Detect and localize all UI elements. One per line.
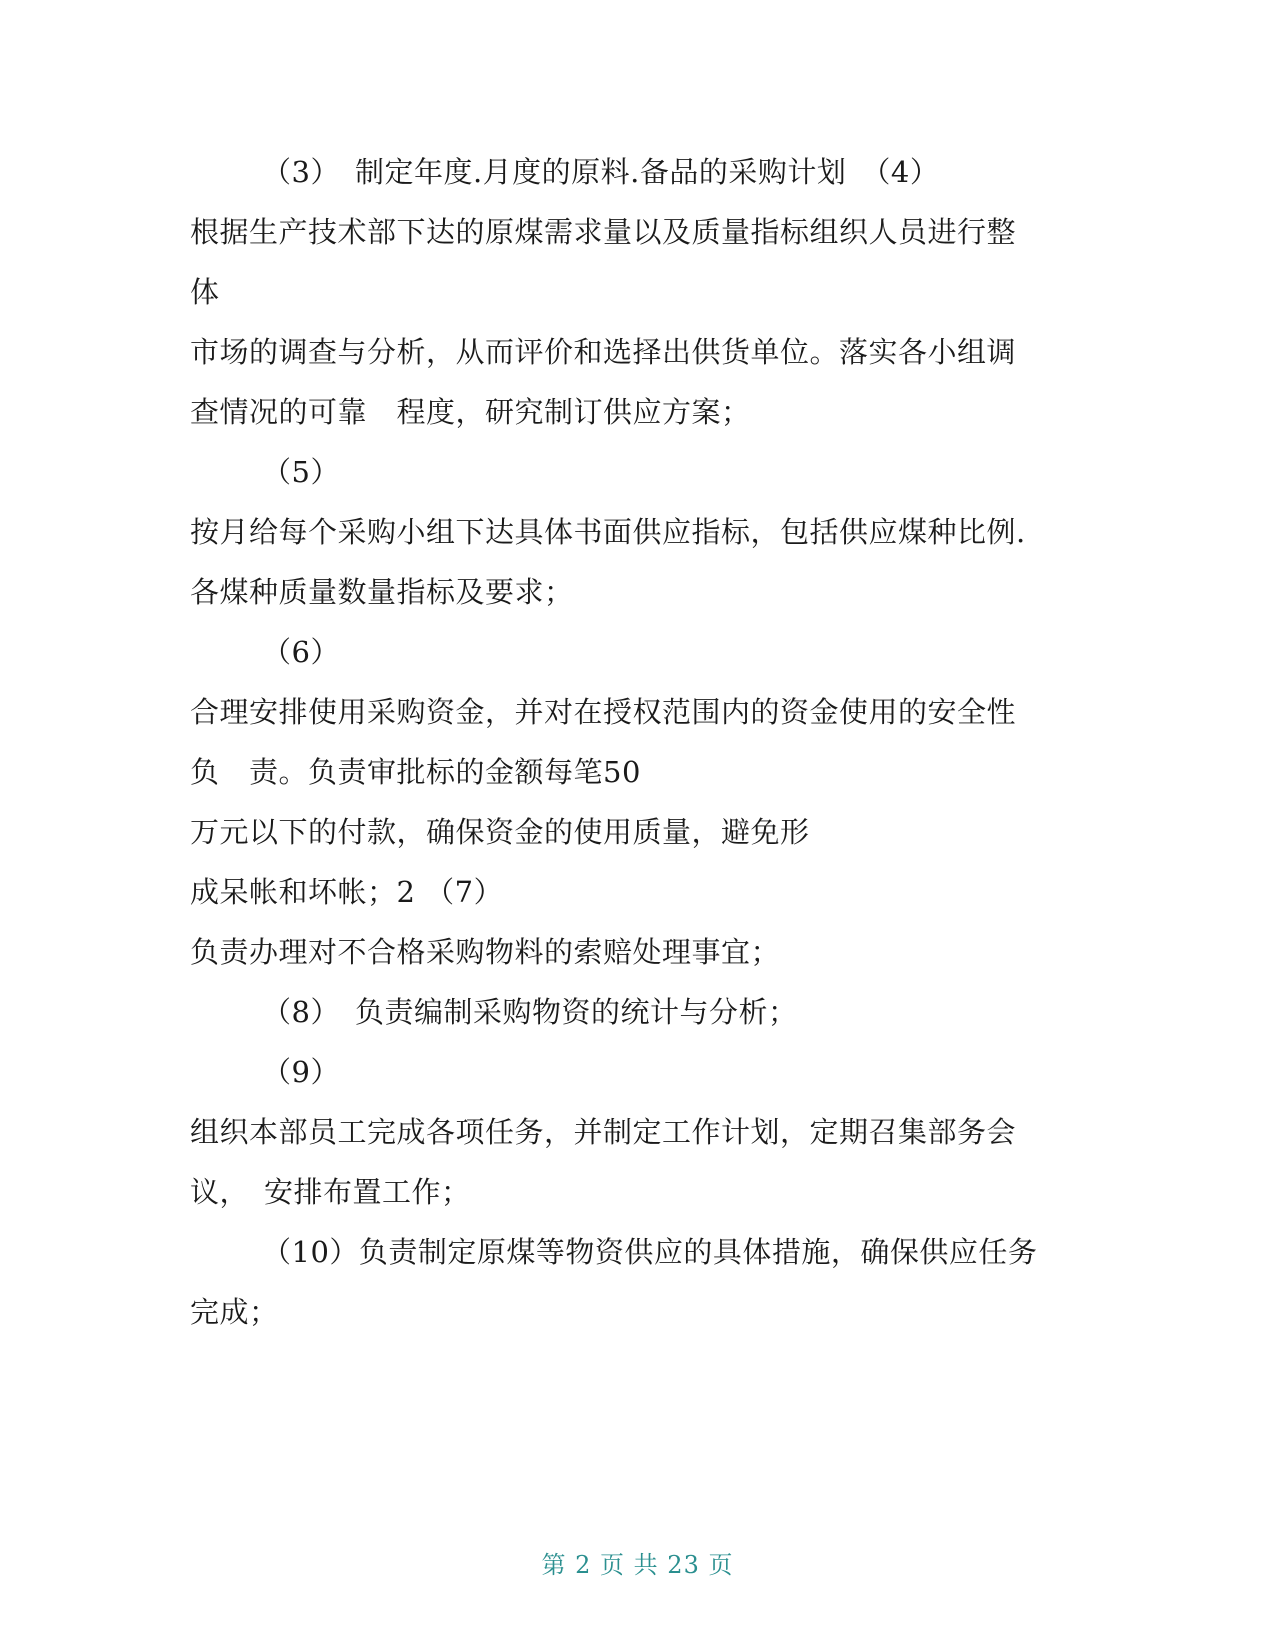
text-line: 市场的调查与分析，从而评价和选择出供货单位。落实各小组调 xyxy=(190,335,1017,369)
text-line: 各煤种质量数量指标及要求； xyxy=(190,575,574,609)
text-line: （3） 制定年度.月度的原料.备品的采购计划 （4） xyxy=(262,155,940,189)
text-line: （5） xyxy=(262,455,340,489)
text-line: 组织本部员工完成各项任务，并制定工作计划，定期召集部务会 xyxy=(190,1115,1017,1149)
text-line: 体 xyxy=(190,275,220,309)
text-line: 完成； xyxy=(190,1295,279,1329)
text-line: （10）负责制定原煤等物资供应的具体措施，确保供应任务 xyxy=(262,1235,1038,1269)
text-line: 万元以下的付款，确保资金的使用质量，避免形 xyxy=(190,815,810,849)
text-line: （9） xyxy=(262,1055,340,1089)
text-line: 按月给每个采购小组下达具体书面供应指标，包括供应煤种比例. xyxy=(190,515,1026,549)
text-line: 议， 安排布置工作； xyxy=(190,1175,471,1209)
text-line: 根据生产技术部下达的原煤需求量以及质量指标组织人员进行整 xyxy=(190,215,1017,249)
text-line: 成呆帐和坏帐；2 （7） xyxy=(190,875,504,909)
text-line: （6） xyxy=(262,635,340,669)
text-line: 合理安排使用采购资金，并对在授权范围内的资金使用的安全性 xyxy=(190,695,1017,729)
text-line: 查情况的可靠 程度，研究制订供应方案； xyxy=(190,395,751,429)
text-line: 负责办理对不合格采购物料的索赔处理事宜； xyxy=(190,935,781,969)
text-line: 负 责。负责审批标的金额每笔50 xyxy=(190,755,641,789)
page-number-footer: 第 2 页 共 23 页 xyxy=(541,1551,734,1579)
text-line: （8） 负责编制采购物资的统计与分析； xyxy=(262,995,798,1029)
